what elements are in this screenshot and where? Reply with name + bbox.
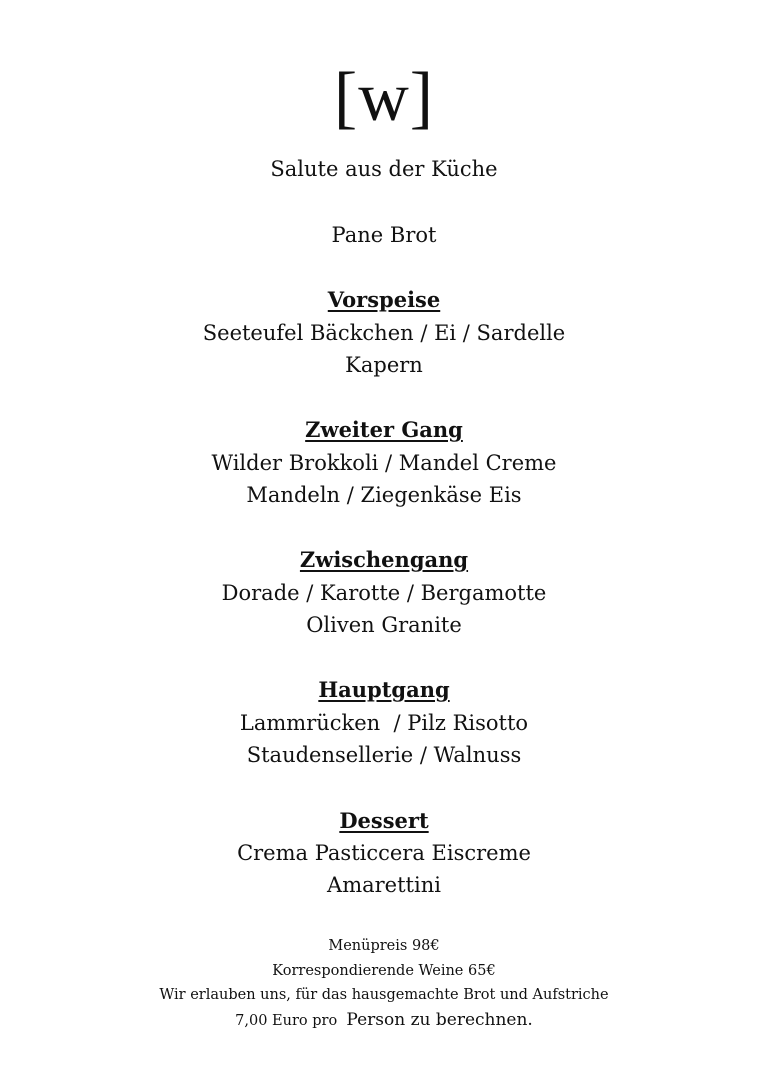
course-heading-zweiter-gang: Zweiter Gang xyxy=(305,417,463,442)
restaurant-logo: [w] xyxy=(333,59,435,136)
intro-bread: Pane Brot xyxy=(331,223,437,247)
course-line: Seeteufel Bäckchen / Ei / Sardelle xyxy=(202,321,566,345)
bread-charge xyxy=(0,1010,768,1031)
course-line: Wilder Brokkoli / Mandel Creme xyxy=(211,451,557,475)
course-line: Dorade / Karotte / Bergamotte xyxy=(221,581,547,605)
bread-charge-amount: 7,00 Euro pro xyxy=(235,1013,338,1029)
course-heading-zwischengang: Zwischengang xyxy=(299,547,469,572)
intro-salute: Salute aus der Küche xyxy=(270,157,498,181)
course-line: Crema Pasticcera Eiscreme xyxy=(237,841,531,865)
bread-note: Wir erlauben uns, für das hausgemachte Brot und Aufstriche xyxy=(159,987,609,1003)
course-line: Staudensellerie / Walnuss xyxy=(246,743,522,767)
course-line: Lammrücken / Pilz Risotto xyxy=(239,711,529,735)
course-line: Kapern xyxy=(345,353,423,377)
bread-charge-text: Person zu berechnen. xyxy=(346,1010,533,1030)
course-heading-vorspeise: Vorspeise xyxy=(327,287,441,312)
course-line: Oliven Granite xyxy=(306,613,462,637)
menu-price: Menüpreis 98€ xyxy=(328,938,440,954)
wine-price: Korrespondierende Weine 65€ xyxy=(272,963,496,979)
course-heading-hauptgang: Hauptgang xyxy=(318,677,450,702)
course-line: Mandeln / Ziegenkäse Eis xyxy=(246,483,522,507)
course-line: Amarettini xyxy=(327,873,441,897)
course-heading-dessert: Dessert xyxy=(339,808,429,833)
